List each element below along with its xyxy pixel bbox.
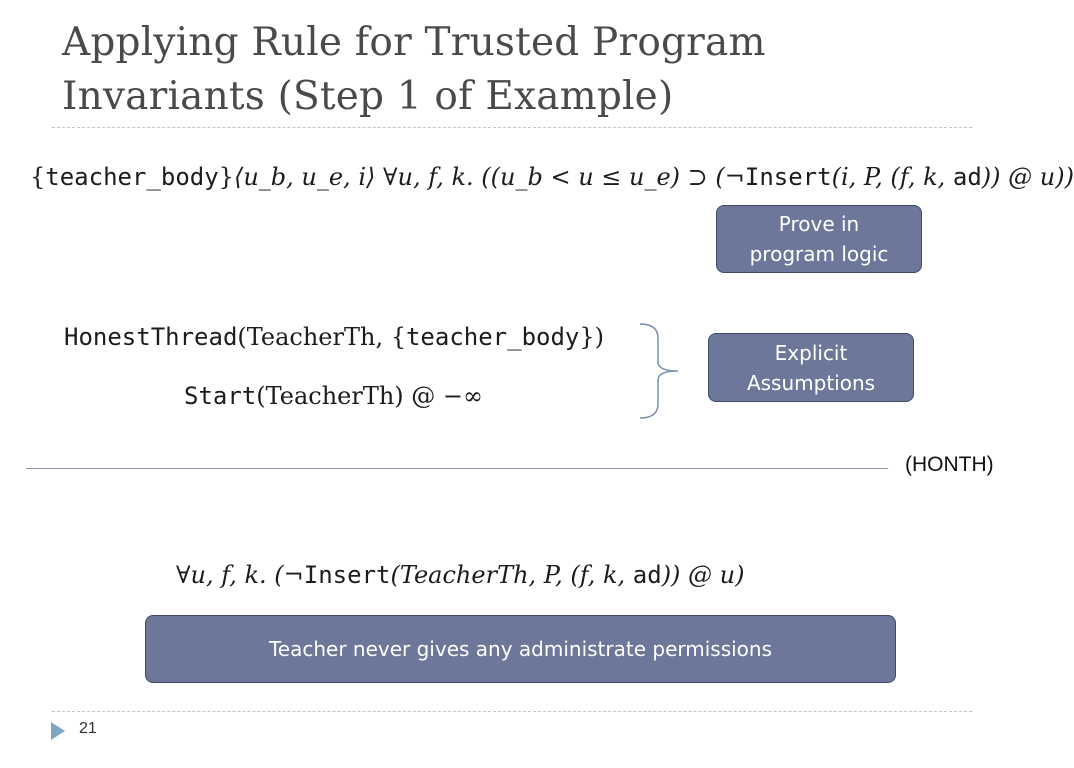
conclusion-ad: ad (632, 561, 662, 589)
conclusion-tail: )) @ u) (661, 561, 745, 589)
slide-title (62, 16, 766, 124)
conclusion-args: (TeacherTh, P, (f, k, (390, 561, 633, 589)
nav-triangle-icon (51, 722, 65, 740)
title-divider (52, 127, 972, 128)
page-number: 21 (79, 720, 97, 737)
formula-bracket: ⟨u_b, u_e, i⟩ (233, 163, 376, 191)
prove-in-program-logic-box (716, 205, 922, 273)
formula-insert: Insert (744, 163, 832, 191)
conclusion-formula (176, 561, 745, 589)
footer-divider (52, 711, 972, 712)
formula-open-brace: { (30, 163, 46, 191)
prove-box-line-1: Prove in (778, 212, 860, 236)
conclusion-box-text: Teacher never gives any administrate permissions (268, 637, 773, 661)
start-assumption (184, 382, 483, 410)
explicit-assumptions-box (708, 333, 914, 402)
conclusion-insert: Insert (303, 561, 391, 589)
formula-args: (i, P, (f, k, (831, 163, 953, 191)
slide-title-line-2: Invariants (Step 1 of Example) (62, 74, 674, 119)
honest-thread-predicate: HonestThread (64, 323, 238, 351)
assumptions-box-line-2: Assumptions (746, 370, 876, 395)
inference-rule-line (26, 468, 888, 469)
slide-title-line-1: Applying Rule for Trusted Program (62, 20, 766, 65)
honest-thread-program: teacher_body (405, 323, 580, 351)
honest-thread-close: }) (579, 323, 605, 351)
formula-ad: ad (952, 163, 982, 191)
formula-program-name: teacher_body (45, 163, 219, 191)
formula-close-brace: } (218, 163, 234, 191)
assumptions-brace (638, 322, 688, 420)
conclusion-explanation-box (145, 615, 896, 683)
assumptions-box-line-1: Explicit (774, 340, 848, 365)
program-invariant-formula (30, 163, 1074, 191)
honest-thread-assumption (64, 323, 604, 351)
conclusion-quantifier: ∀u, f, k. (¬ (176, 561, 304, 589)
rule-label: (HONTH) (905, 453, 994, 476)
start-args: (TeacherTh) @ −∞ (256, 382, 484, 410)
honest-thread-open: (TeacherTh, { (237, 323, 406, 351)
prove-box-line-2: program logic (749, 242, 889, 266)
formula-tail: )) @ u)) (981, 163, 1074, 191)
formula-quantifier: ∀u, f, k. ((u_b < u ≤ u_e) ⊃ (¬ (383, 163, 745, 191)
start-predicate: Start (184, 382, 257, 410)
